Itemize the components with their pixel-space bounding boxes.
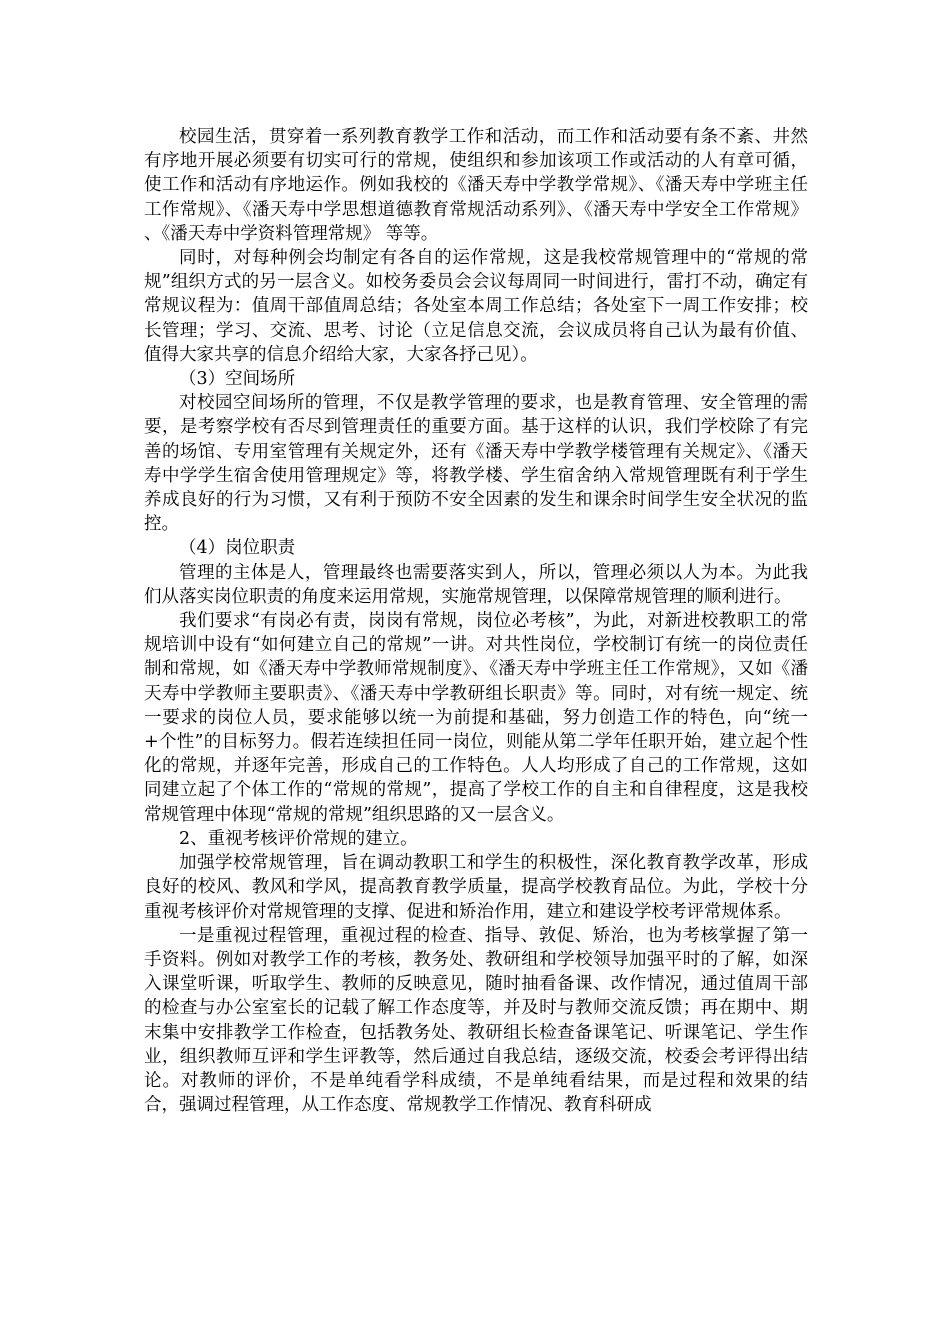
section-heading-space: （3）空间场所 — [179, 369, 296, 390]
section-heading-duties: （4）岗位职责 — [179, 538, 296, 559]
paragraph-school-routines: 校园生活，贯穿着一系列教育教学工作和活动，而工作和活动要有条不紊、井然有序地开展必须要有切实可行的常规，使组织和参加该项工作或活动的人有章可循，使工作和活动有序地运作。例如我校的《潘天寿中学教学常规》、《潘天寿中学班主任工作常规》、《潘天寿中学思想道德教育常规活动系列》、《潘天寿中学安全工作常规》 、《潘天寿中学资料管理常规》 等等。 — [144, 127, 808, 244]
paragraph-evaluation-purpose: 加强学校常规管理，旨在调动教职工和学生的积极性，深化教育教学改革，形成良好的校风、教风和学风，提高教育教学质量，提高学校教育品位。为此，学校十分重视考核评价对常规管理的支撑、促进和矫治作用，建立和建设学校考评常规体系。 — [144, 853, 808, 922]
paragraph-people-management: 管理的主体是人，管理最终也需要落实到人，所以，管理必须以人为本。为此我们从落实岗位职责的角度来运用常规，实施常规管理，以保障常规管理的顺利进行。 — [144, 562, 808, 607]
document-page — [144, 125, 808, 1117]
paragraph-post-requirements: 我们要求“有岗必有责，岗岗有常规，岗位必考核”，为此，对新进校教职工的常规培训中设有“如何建立自己的常规”一讲。对共性岗位，学校制订有统一的岗位责任制和常规，如《潘天寿中学教师常规制度》、《潘天寿中学班主任工作常规》，又如《潘天寿中学教师主要职责》、《潘天寿中学教研组长职责》等。同时，对有统一规定、统一要求的岗位人员，要求能够以统一为前提和基础，努力创造工作的特色，向“统一+个性”的目标努力。假若连续担任同一岗位，则能从第二学年任职开始，建立起个性化的常规，并逐年完善，形成自己的工作特色。人人均形成了自己的工作常规，这如同建立起了个体工作的“常规的常规”，提高了学校工作的自主和自律程度，这是我校常规管理中体现“常规的常规”组织思路的又一层含义。 — [144, 611, 808, 825]
paragraph-process-management: 一是重视过程管理，重视过程的检查、指导、敦促、矫治，也为考核掌握了第一手资料。例如对教学工作的考核，教务处、教研组和学校领导加强平时的了解，如深入课堂听课，听取学生、教师的反映意见，随时抽看备课、改作情况，通过值周干部的检查与办公室室长的记载了解工作态度等，并及时与教师交流反馈；再在期中、期末集中安排教学工作检查，包括教务处、教研组长检查备课笔记、听课笔记、学生作业，组织教师互评和学生评教等，然后通过自我总结，逐级交流，校委会考评得出结论。对教师的评价，不是单纯看学科成绩，不是单纯看结果，而是过程和效果的结合，强调过程管理，从工作态度、常规教学工作情况、教育科研成 — [144, 925, 808, 1116]
paragraph-space-management: 对校园空间场所的管理，不仅是教学管理的要求，也是教育管理、安全管理的需要，是考察学校有否尽到管理责任的重要方面。基于这样的认识，我们学校除了有完善的场馆、专用室管理有关规定外，还有《潘天寿中学教学楼管理有关规定》、《潘天寿中学学生宿舍使用管理规定》等，将教学楼、学生宿舍纳入常规管理既有利于学生养成良好的行为习惯，又有利于预防不安全因素的发生和课余时间学生安全状况的监控。 — [144, 393, 808, 535]
paragraph-meeting-routines: 同时，对每种例会均制定有各自的运作常规，这是我校常规管理中的“常规的常规”组织方式的另一层含义。如校务委员会会议每周同一时间进行，雷打不动，确定有常规议程为：值周干部值周总结；各处室本周工作总结；各处室下一周工作安排；校长管理；学习、交流、思考、讨论（立足信息交流，会议成员将自己认为最有价值、值得大家共享的信息介绍给大家，大家各抒己见）。 — [144, 248, 808, 365]
section-heading-evaluation: 2、重视考核评价常规的建立。 — [179, 828, 418, 849]
